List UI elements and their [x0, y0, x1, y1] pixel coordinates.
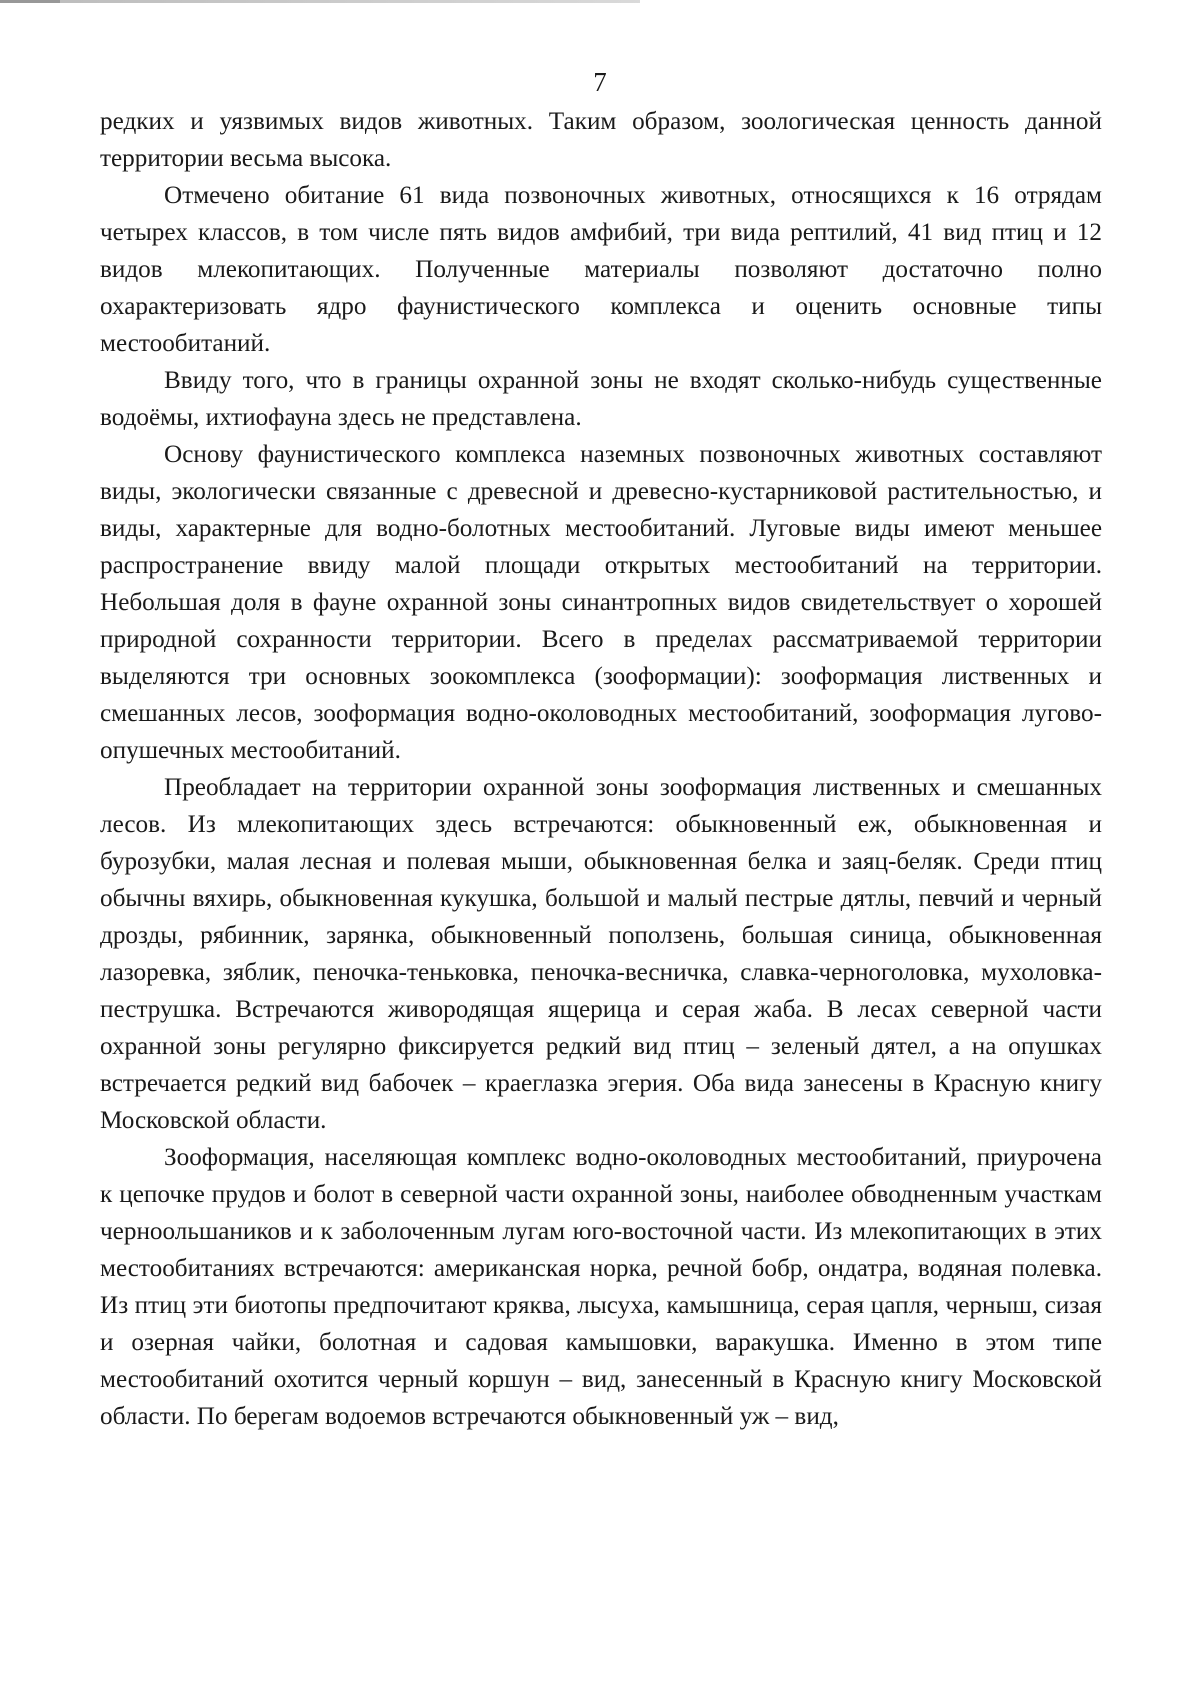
paragraph-6: Зооформация, населяющая комплекс водно-околоводных местообитаний, приурочена к цепочке прудов и болот в северной части охранной зоны, наиболее обводненным участкам черноольшаников и к заболоченным лугам юго-восточной части. Из млекопитающих в этих местообитаниях встречаются: американская норка, речной бобр, ондатра, водяная полевка. Из птиц эти биотопы предпочитают кряква, лысуха, камышница, серая цапля, черныш, сизая и озерная чайки, болотная и садовая камышовки, варакушка. Именно в этом типе местообитаний охотится черный коршун – вид, занесенный в Красную книгу Московской области. По берегам водоемов встречаются обыкновенный уж – вид,	[100, 1144, 1102, 1430]
paragraph-3: Ввиду того, что в границы охранной зоны не входят сколько-нибудь существенные водоёмы, ихтиофауна здесь не представлена.	[100, 367, 1102, 431]
paragraph-5: Преобладает на территории охранной зоны зооформация лиственных и смешанных лесов. Из млекопитающих здесь встречаются: обыкновенный еж, обыкновенная и бурозубки, малая лесная и полевая мыши, обыкновенная белка и заяц-беляк. Среди птиц обычны вяхирь, обыкновенная кукушка, большой и малый пестрые дятлы, певчий и черный дрозды, рябинник, зарянка, обыкновенный поползень, большая синица, обыкновенная лазоревка, зяблик, пеночка-теньковка, пеночка-весничка, славка-черноголовка, мухоловка-пеструшка. Встречаются живородящая ящерица и серая жаба. В лесах северной части охранной зоны регулярно фиксируется редкий вид птиц – зеленый дятел, а на опушках встречается редкий вид бабочек – краеглазка эгерия. Оба вида занесены в Красную книгу Московской области.	[100, 774, 1102, 1134]
page-number: 7	[593, 67, 607, 97]
paragraph-1: редких и уязвимых видов животных. Таким образом, зоологическая ценность данной территории весьма высока.	[100, 108, 1102, 172]
scan-edge-mark	[0, 0, 640, 3]
document-body	[100, 103, 1102, 1435]
paragraph-4: Основу фаунистического комплекса наземных позвоночных животных составляют виды, экологически связанные с древесной и древесно-кустарниковой растительностью, и виды, характерные для водно-болотных местообитаний. Луговые виды имеют меньшее распространение ввиду малой площади открытых местообитаний на территории. Небольшая доля в фауне охранной зоны синантропных видов свидетельствует о хорошей природной сохранности территории. Всего в пределах рассматриваемой территории выделяются три основных зоокомплекса (зооформации): зооформация лиственных и смешанных лесов, зооформация водно-околоводных местообитаний, зооформация лугово-опушечных местообитаний.	[100, 441, 1102, 764]
paragraph-2: Отмечено обитание 61 вида позвоночных животных, относящихся к 16 отрядам четырех классов, в том числе пять видов амфибий, три вида рептилий, 41 вид птиц и 12 видов млекопитающих. Полученные материалы позволяют достаточно полно охарактеризовать ядро фаунистического комплекса и оценить основные типы местообитаний.	[100, 182, 1102, 357]
